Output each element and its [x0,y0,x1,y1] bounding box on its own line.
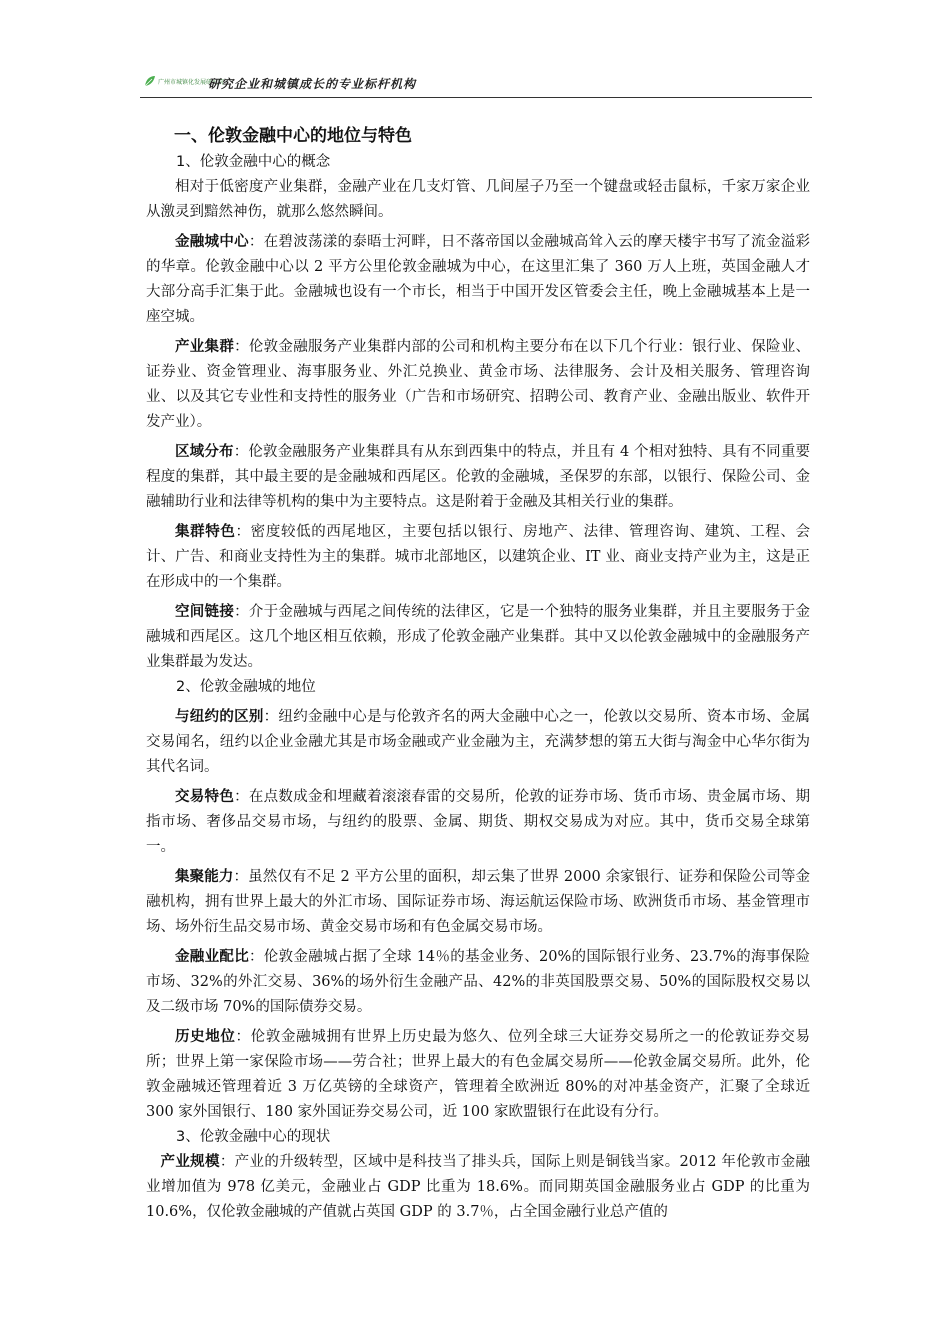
paragraph-text: ：介于金融城与西尾之间传统的法律区，它是一个独特的服务业集群，并且主要服务于金融城和西尾区。这几个地区相互依赖，形成了伦敦金融产业集群。其中又以伦敦金融城中的金融服务产业集群最为发达。 [146,604,811,670]
paragraph-lead: 集聚能力 [175,869,234,885]
paragraph [146,520,810,595]
logo-text: 广州市城镇化发展研究院 [158,79,225,86]
paragraph-lead: 集群特色 [175,524,236,540]
paragraph-lead: 金融业配比 [175,949,249,965]
paragraph-lead: 区域分布 [175,444,234,460]
subsection-heading-2: 2、伦敦金融城的地位 [176,679,316,695]
paragraph-lead: 产业集群 [175,339,235,355]
paragraph-lead: 产业规模 [160,1154,220,1170]
paragraph-lead: 与纽约的区别 [175,709,264,725]
paragraph-text: ：伦敦金融服务产业集群内部的公司和机构主要分布在以下几个行业：银行业、保险业、证券业、资金管理业、海事服务业、外汇兑换业、黄金市场、法律服务、会计及相关服务、管理咨询业、以及其它专业性和支持性的服务业（广告和市场研究、招聘公司、教育产业、金融出版业、软件开发产业）。 [146,339,811,430]
paragraph-lead: 交易特色 [175,789,235,805]
paragraph [146,230,810,330]
paragraph-text: ：产业的升级转型，区域中是科技当了排头兵，国际上则是铜钱当家。2012 年伦敦市金融业增加值为 978 亿美元，金融业占 GDP 比重为 18.6%。而同期英国金融服务业占 GDP 的比重为 10.6%，仅伦敦金融城的产值就占英国 GDP 的 3.7％，占全国金融行业总产值的 [146,1154,811,1220]
paragraph [146,1150,810,1225]
subsection-heading-3: 3、伦敦金融中心的现状 [176,1129,331,1145]
institute-logo [144,73,225,89]
paragraph-lead: 空间链接 [175,604,235,620]
paragraph [146,1025,810,1125]
paragraph-text: ：在碧波荡漾的泰晤士河畔，日不落帝国以金融城高耸入云的摩天楼宇书写了流金溢彩的华章。伦敦金融中心以 2 平方公里伦敦金融城为中心，在这里汇集了 360 万人上班，英国金融人才大部分高手汇集于此。金融城也设有一个市长，相当于中国开发区管委会主任，晚上金融城基本上是一座空城。 [146,234,811,325]
paragraph-text: ：密度较低的西尾地区，主要包括以银行、房地产、法律、管理咨询、建筑、工程、会计、广告、和商业支持性为主的集群。城市北部地区，以建筑企业、IT 业、商业支持产业为主，这是正在形成中的一个集群。 [146,524,811,590]
header-slogan: 研究企业和城镇成长的专业标杆机构 [208,77,417,91]
paragraph-intro: 相对于低密度产业集群，金融产业在几支灯管、几间屋子乃至一个键盘或轻击鼠标，千家万家企业从激灵到黯然神伤，就那么悠然瞬间。 [146,179,810,220]
paragraph-text: ：伦敦金融城拥有世界上历史最为悠久、位列全球三大证券交易所之一的伦敦证券交易所；世界上第一家保险市场——劳合社；世界上最大的有色金属交易所——伦敦金属交易所。此外，伦敦金融城还管理着近 3 万亿英镑的全球资产，管理着全欧洲近 80%的对冲基金资产，汇聚了全球近 300 家外国银行、180 家外国证券交易公司，近 100 家欧盟银行在此设有分行。 [146,1029,811,1120]
page-header [140,70,812,98]
paragraph [146,865,810,940]
paragraph [146,600,810,675]
paragraph-text: ：虽然仅有不足 2 平方公里的面积，却云集了世界 2000 余家银行、证券和保险公司等金融机构，拥有世界上最大的外汇市场、国际证券市场、海运航运保险市场、欧洲货币市场、基金管理市场、场外衍生品交易市场、黄金交易市场和有色金属交易市场。 [146,869,811,935]
paragraph [146,440,810,515]
paragraph-lead: 历史地位 [175,1029,236,1045]
paragraph [146,705,810,780]
leaf-logo-icon [144,75,156,87]
document-body [146,124,810,1225]
paragraph [146,945,810,1020]
paragraph-text: ：伦敦金融城占据了全球 14％的基金业务、20%的国际银行业务、23.7%的海事保险市场、32%的外汇交易、36%的场外衍生金融产品、42%的非英国股票交易、50%的国际股权交易以及二级市场 70%的国际债券交易。 [146,949,810,1015]
paragraph-text: ：纽约金融中心是与伦敦齐名的两大金融中心之一，伦敦以交易所、资本市场、金属交易闻名，纽约以企业金融尤其是市场金融或产业金融为主，充满梦想的第五大街与淘金中心华尔街为其代名词。 [146,709,811,775]
paragraph-text: ：伦敦金融服务产业集群具有从东到西集中的特点，并且有 4 个相对独特、具有不同重要程度的集群，其中最主要的是金融城和西尾区。伦敦的金融城，圣保罗的东部，以银行、保险公司、金融辅助行业和法律等机构的集中为主要特点。这是附着于金融及其相关行业的集群。 [146,444,810,510]
paragraph-lead: 金融城中心 [175,234,249,250]
header-divider [140,97,812,98]
paragraph [146,785,810,860]
paragraph-text: ：在点数成金和埋藏着滚滚春雷的交易所，伦敦的证券市场、货币市场、贵金属市场、期指市场、奢侈品交易市场，与纽约的股票、金属、期货、期权交易成为对应。其中，货币交易全球第一。 [146,789,811,855]
paragraph [146,335,810,435]
subsection-heading-1: 1、伦敦金融中心的概念 [176,154,331,170]
section-title: 一、伦敦金融中心的地位与特色 [174,126,412,146]
